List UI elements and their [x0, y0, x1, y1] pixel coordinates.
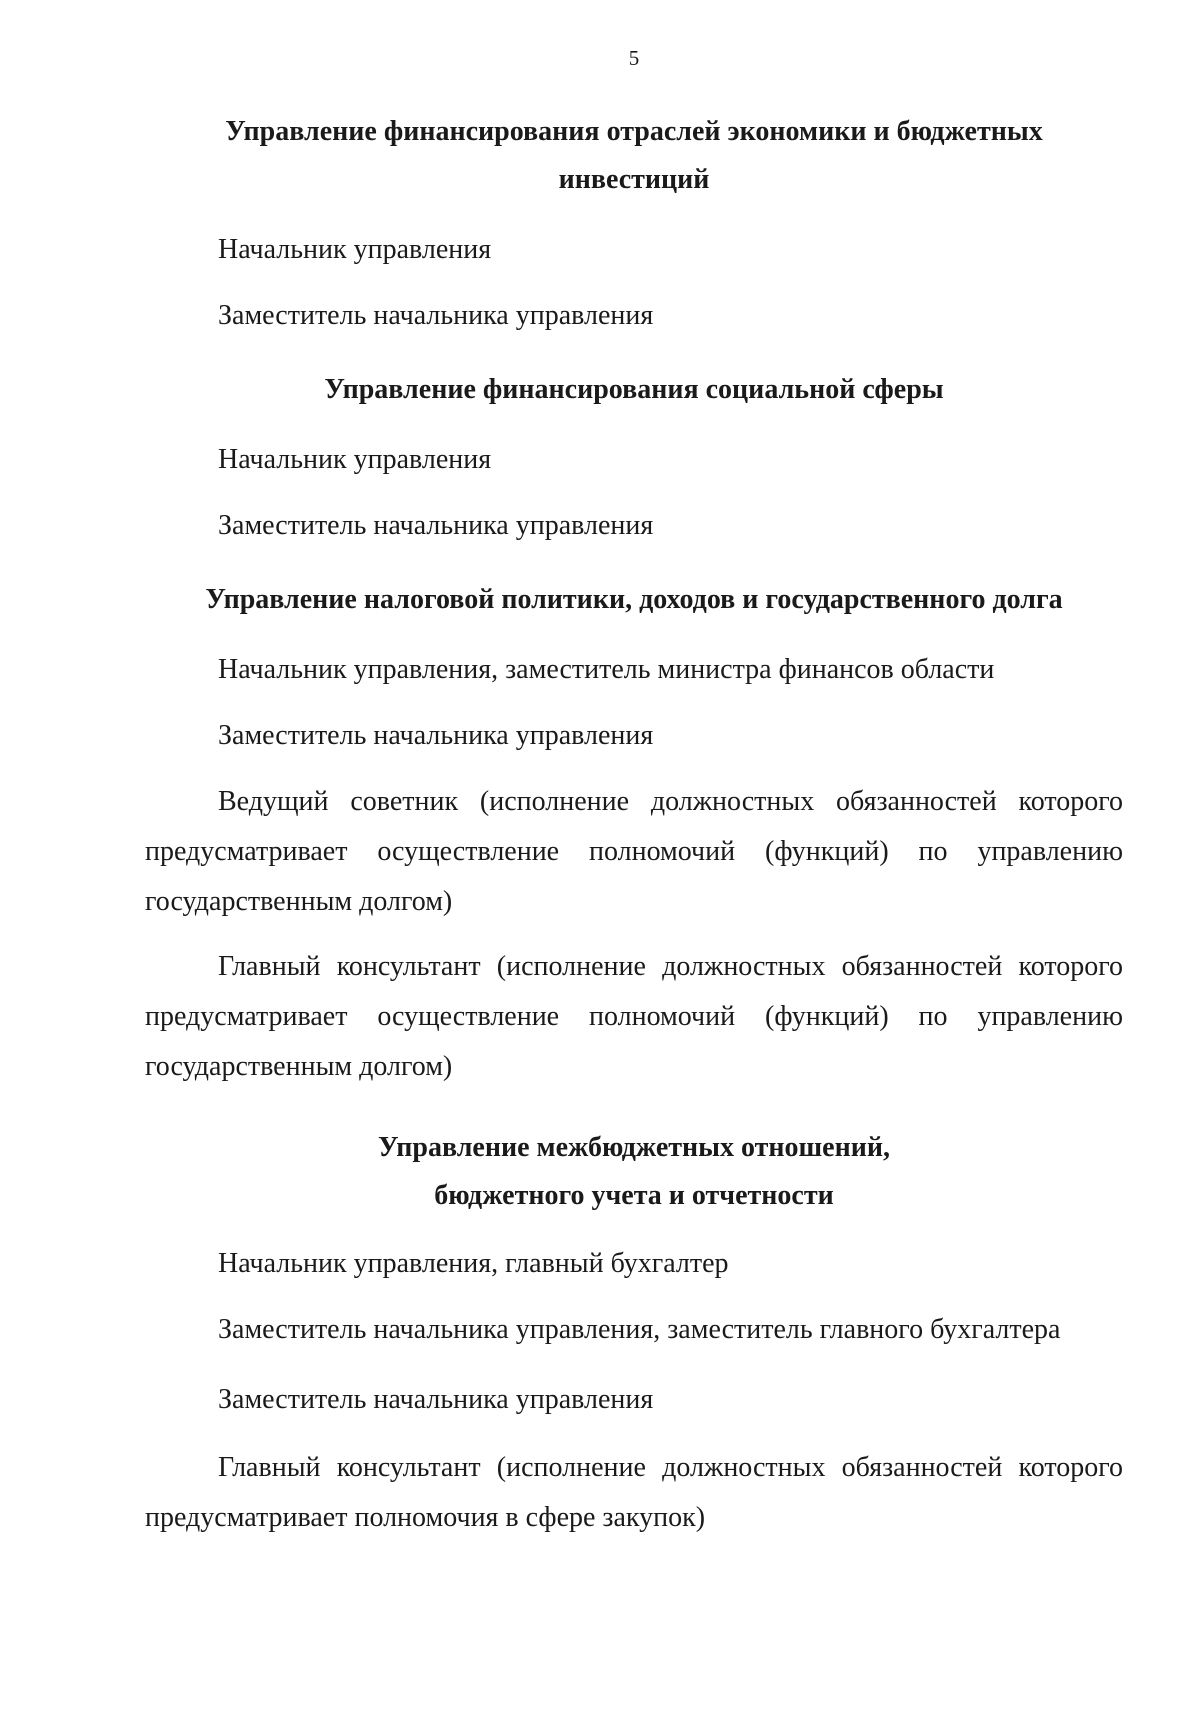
position-item: Начальник управления, заместитель министра финансов области	[218, 654, 995, 685]
position-paragraph: Ведущий советник (исполнение должностных обязанностей которого предусматривает осуществление полномочий (функций) по управлению государственным долгом)	[145, 786, 1123, 917]
section-heading-line: Управление межбюджетных отношений,	[377, 1132, 891, 1163]
position-item: Начальник управления, главный бухгалтер	[218, 1248, 729, 1279]
section-heading-line: бюджетного учета и отчетности	[434, 1180, 834, 1211]
position-item: Заместитель начальника управления	[218, 720, 654, 751]
position-paragraph: Главный консультант (исполнение должностных обязанностей которого предусматривает полномочия в сфере закупок)	[145, 1452, 1123, 1533]
position-item: Заместитель начальника управления	[218, 1384, 654, 1415]
section-heading-line: Управление финансирования отраслей экономики и бюджетных	[225, 116, 1043, 147]
position-item: Заместитель начальника управления	[218, 300, 654, 331]
section-heading	[145, 366, 1123, 414]
section-heading	[145, 1124, 1123, 1220]
position-paragraph: Главный консультант (исполнение должностных обязанностей которого предусматривает осуществление полномочий (функций) по управлению государственным долгом)	[145, 951, 1123, 1082]
position-item: Начальник управления	[218, 444, 492, 475]
section-heading-line: Управление финансирования социальной сферы	[324, 374, 944, 405]
position-item: Начальник управления	[218, 234, 492, 265]
section-heading-line: Управление налоговой политики, доходов и государственного долга	[205, 584, 1063, 615]
section-heading	[145, 576, 1123, 624]
position-item: Заместитель начальника управления	[218, 510, 654, 541]
section-heading-line: инвестиций	[558, 164, 710, 195]
page-number: 5	[628, 46, 640, 70]
position-item: Заместитель начальника управления, заместитель главного бухгалтера	[218, 1314, 1061, 1345]
section-heading	[145, 108, 1123, 204]
